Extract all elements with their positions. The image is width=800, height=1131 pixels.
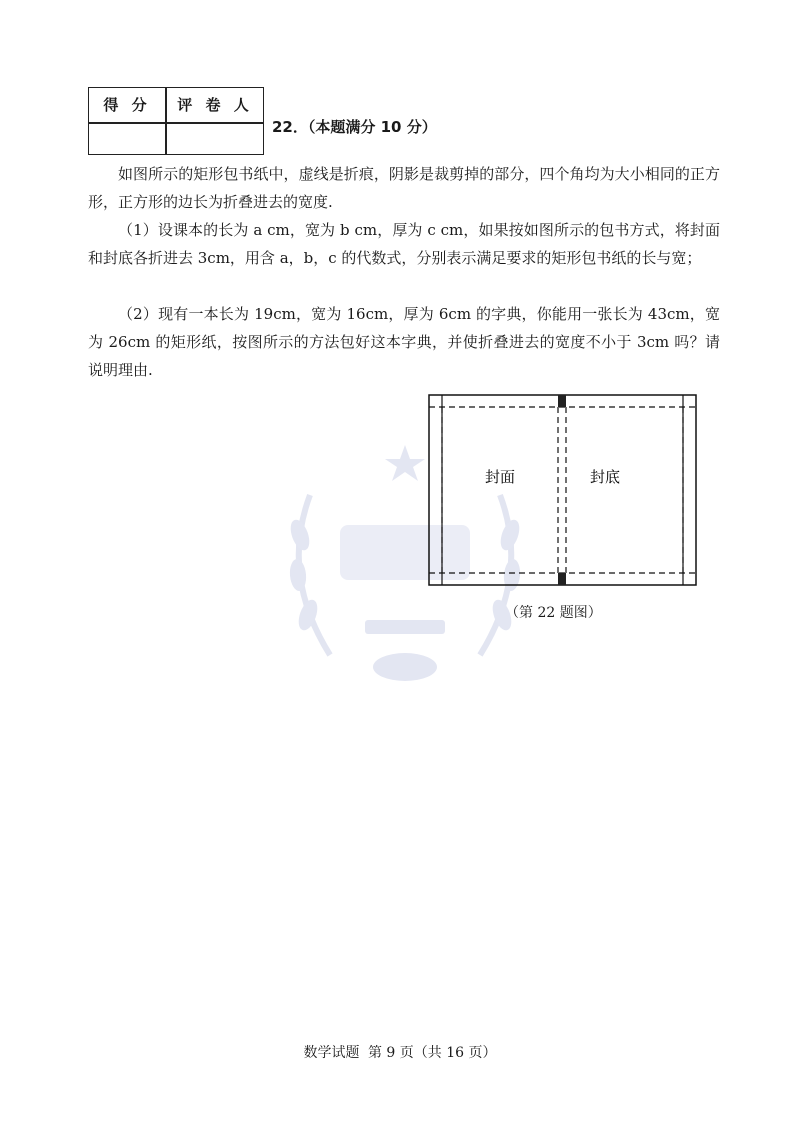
page-footer (0, 1042, 800, 1062)
spine-cutout-bottom (558, 573, 566, 585)
grader-header: 评 卷 人 (177, 96, 253, 114)
score-header: 得 分 (103, 96, 151, 114)
table-divider (89, 122, 263, 124)
score-table (88, 87, 264, 155)
footer-page-number: 第 9 页（共 16 页） (367, 1045, 497, 1061)
question-part-1: （1）设课本的长为 a cm，宽为 b cm，厚为 c cm，如果按如图所示的包书方式，将封面和封底各折进去 3cm，用含 a，b，c 的代数式，分别表示满足要求的矩形包书纸的长与宽； (88, 221, 720, 267)
question-intro: 如图所示的矩形包书纸中，虚线是折痕，阴影是裁剪掉的部分，四个角均为大小相同的正方形，正方形的边长为折叠进去的宽度. (88, 165, 720, 211)
question-part-2: （2）现有一本长为 19cm，宽为 16cm，厚为 6cm 的字典，你能用一张长为 43cm，宽为 26cm 的矩形纸，按图所示的方法包好这本字典，并使折叠进去的宽度不小于 3cm 吗？请说明理由. (88, 305, 720, 379)
cover-label: 封面 (484, 468, 516, 486)
outer-rectangle (429, 395, 696, 585)
question-title: 22．（本题满分 10 分） (272, 118, 437, 136)
footer-subject: 数学试题 (303, 1045, 360, 1061)
book-wrap-diagram (425, 390, 700, 590)
figure-caption: （第 22 题图） (505, 605, 602, 621)
back-cover-label: 封底 (589, 468, 621, 486)
spine-cutout-top (558, 395, 566, 407)
